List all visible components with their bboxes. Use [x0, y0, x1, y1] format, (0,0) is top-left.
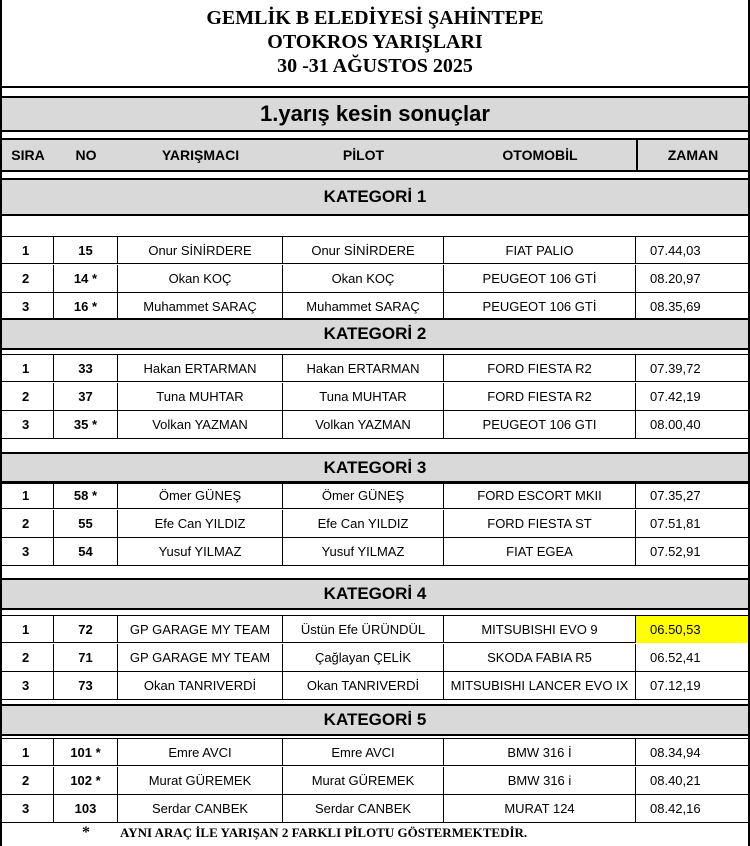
race-title: 1.yarış kesin sonuçlar [2, 96, 748, 132]
cell-sira: 3 [2, 293, 54, 320]
category-header-4: KATEGORİ 4 [2, 578, 748, 610]
cell-yarismaci: GP GARAGE MY TEAM [118, 644, 283, 671]
column-header-otomobil: OTOMOBİL [502, 147, 578, 163]
cell-yarismaci: Okan KOÇ [118, 265, 283, 292]
cell-pilot: Tuna MUHTAR [283, 383, 444, 410]
cell-pilot: Onur SİNİRDERE [283, 237, 444, 264]
event-date: 30 -31 AĞUSTOS 2025 [277, 55, 473, 77]
cell-zaman: 08.40,21 [650, 773, 701, 788]
cell-otomobil: FORD FIESTA ST [444, 510, 636, 537]
cell-otomobil: PEUGEOT 106 GTI [444, 411, 636, 438]
cell-yarismaci: Onur SİNİRDERE [118, 237, 283, 264]
cell-yarismaci: Hakan ERTARMAN [118, 355, 283, 382]
cell-sira: 2 [2, 644, 54, 671]
cell-otomobil: BMW 316 i [444, 767, 636, 794]
event-title-block [2, 0, 748, 88]
cell-pilot: Efe Can YILDIZ [283, 510, 444, 537]
table-row [2, 644, 748, 672]
cell-zaman: 08.20,97 [650, 271, 701, 286]
cell-zaman: 07.42,19 [650, 389, 701, 404]
cell-no: 33 [54, 355, 118, 382]
cell-sira: 1 [2, 237, 54, 264]
cell-no: 72 [54, 616, 118, 643]
cell-sira: 3 [2, 538, 54, 565]
column-header-zaman: ZAMAN [636, 140, 748, 170]
column-header-no: NO [75, 147, 97, 163]
table-row [2, 354, 748, 382]
cell-pilot: Serdar CANBEK [283, 795, 444, 822]
cell-zaman: 08.00,40 [650, 417, 701, 432]
cell-sira: 1 [2, 482, 54, 509]
cell-yarismaci: Yusuf YILMAZ [118, 538, 283, 565]
footnote-asterisk: * [82, 824, 90, 841]
cell-pilot: Hakan ERTARMAN [283, 355, 444, 382]
column-header-sira: SIRA [11, 147, 45, 163]
cell-zaman: 07.39,72 [650, 361, 701, 376]
table-row [2, 293, 748, 321]
table-row [2, 265, 748, 293]
cell-zaman-best-time: 06.50,53 [636, 616, 748, 643]
table-row [2, 767, 748, 795]
cell-yarismaci: GP GARAGE MY TEAM [118, 616, 283, 643]
cell-no: 55 [54, 510, 118, 537]
cell-yarismaci: Okan TANRIVERDİ [118, 672, 283, 699]
table-row [2, 510, 748, 538]
table-row [2, 481, 748, 509]
cell-otomobil: FORD FIESTA R2 [444, 355, 636, 382]
cell-otomobil: FIAT EGEA [444, 538, 636, 565]
cell-pilot: Üstün Efe ÜRÜNDÜL [283, 616, 444, 643]
cell-otomobil: SKODA FABIA R5 [444, 644, 636, 671]
cell-no: 16 * [54, 293, 118, 320]
table-row [2, 538, 748, 566]
cell-yarismaci: Serdar CANBEK [118, 795, 283, 822]
cell-yarismaci: Tuna MUHTAR [118, 383, 283, 410]
cell-no: 71 [54, 644, 118, 671]
table-row [2, 795, 748, 823]
cell-sira: 1 [2, 616, 54, 643]
cell-otomobil: FORD ESCORT MKII [444, 482, 636, 509]
cell-no: 54 [54, 538, 118, 565]
cell-zaman: 07.12,19 [650, 678, 701, 693]
column-header-yarismaci: YARIŞMACI [161, 147, 240, 163]
cell-otomobil: PEUGEOT 106 GTİ [444, 265, 636, 292]
cell-otomobil: FIAT PALIO [444, 237, 636, 264]
cell-otomobil: BMW 316 İ [444, 739, 636, 766]
event-title-line-1: GEMLİK B ELEDİYESİ ŞAHİNTEPE [206, 7, 544, 29]
cell-no: 73 [54, 672, 118, 699]
cell-no: 37 [54, 383, 118, 410]
cell-sira: 1 [2, 739, 54, 766]
cell-no: 102 * [54, 767, 118, 794]
cell-zaman: 06.52,41 [650, 650, 701, 665]
cell-yarismaci: Muhammet SARAÇ [118, 293, 283, 320]
cell-sira: 2 [2, 510, 54, 537]
cell-no: 14 * [54, 265, 118, 292]
cell-pilot: Ömer GÜNEŞ [283, 482, 444, 509]
cell-pilot: Okan TANRIVERDİ [283, 672, 444, 699]
cell-otomobil: MITSUBISHI EVO 9 [444, 616, 636, 643]
cell-yarismaci: Emre AVCI [118, 739, 283, 766]
category-header-3: KATEGORİ 3 [2, 452, 748, 484]
cell-no: 103 [54, 795, 118, 822]
cell-pilot: Murat GÜREMEK [283, 767, 444, 794]
cell-no: 58 * [54, 482, 118, 509]
cell-sira: 3 [2, 411, 54, 438]
cell-otomobil: MURAT 124 [444, 795, 636, 822]
cell-zaman: 08.34,94 [650, 745, 701, 760]
table-row [2, 383, 748, 411]
table-row [2, 236, 748, 264]
cell-pilot: Muhammet SARAÇ [283, 293, 444, 320]
category-header-1: KATEGORİ 1 [2, 178, 748, 216]
cell-pilot: Volkan YAZMAN [283, 411, 444, 438]
cell-zaman: 08.35,69 [650, 299, 701, 314]
category-header-2: KATEGORİ 2 [2, 318, 748, 350]
cell-zaman: 08.42,16 [650, 801, 701, 816]
cell-pilot: Yusuf YILMAZ [283, 538, 444, 565]
cell-otomobil: MITSUBISHI LANCER EVO IX [444, 672, 636, 699]
table-row [2, 672, 748, 700]
cell-otomobil: PEUGEOT 106 GTİ [444, 293, 636, 320]
cell-sira: 2 [2, 383, 54, 410]
category-header-5: KATEGORİ 5 [2, 704, 748, 736]
column-header-pilot: PİLOT [342, 147, 385, 163]
cell-yarismaci: Volkan YAZMAN [118, 411, 283, 438]
cell-zaman: 07.44,03 [650, 243, 701, 258]
cell-no: 35 * [54, 411, 118, 438]
cell-sira: 2 [2, 265, 54, 292]
cell-pilot: Çağlayan ÇELİK [283, 644, 444, 671]
cell-pilot: Emre AVCI [283, 739, 444, 766]
cell-otomobil: FORD FIESTA R2 [444, 383, 636, 410]
cell-pilot: Okan KOÇ [283, 265, 444, 292]
table-row [2, 615, 748, 643]
table-row [2, 411, 748, 439]
cell-sira: 3 [2, 795, 54, 822]
cell-no: 15 [54, 237, 118, 264]
cell-zaman: 07.35,27 [650, 488, 701, 503]
cell-yarismaci: Ömer GÜNEŞ [118, 482, 283, 509]
table-row [2, 738, 748, 766]
event-title-line-2: OTOKROS YARIŞLARI [267, 31, 483, 53]
cell-no: 101 * [54, 739, 118, 766]
cell-sira: 1 [2, 355, 54, 382]
cell-sira: 3 [2, 672, 54, 699]
cell-zaman: 07.52,91 [650, 544, 701, 559]
cell-yarismaci: Murat GÜREMEK [118, 767, 283, 794]
column-header-row [2, 138, 748, 172]
cell-yarismaci: Efe Can YILDIZ [118, 510, 283, 537]
footnote-text: AYNI ARAÇ İLE YARIŞAN 2 FARKLI PİLOTU GÖSTERMEKTEDİR. [120, 825, 528, 840]
cell-sira: 2 [2, 767, 54, 794]
cell-zaman: 07.51,81 [650, 516, 701, 531]
footnote [2, 822, 748, 846]
